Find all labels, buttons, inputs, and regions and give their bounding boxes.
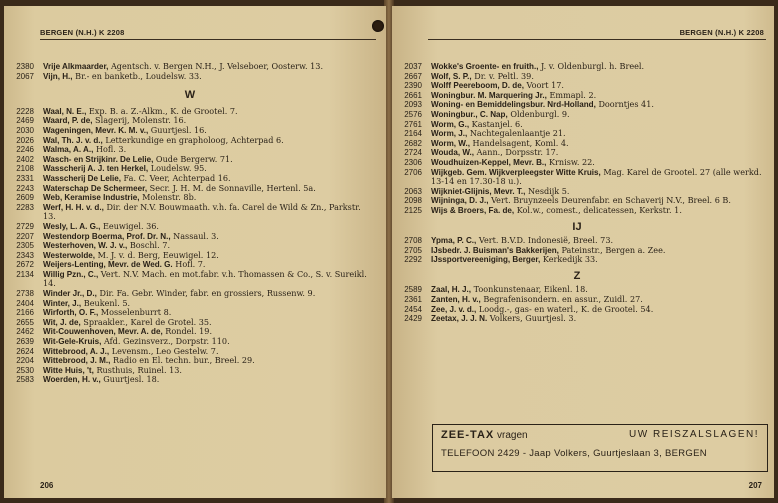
- entry-text: [431, 206, 762, 216]
- phone-code: 2063: [404, 186, 422, 196]
- directory-entry: [4, 270, 376, 289]
- entry-details: Br.- en banketb., Loudelsw. 33.: [72, 70, 202, 81]
- phone-code: 2624: [16, 346, 34, 356]
- entry-name: Zee, J. v. d.,: [431, 304, 477, 314]
- entry-details: Afd. Gezinsverz., Dorpstr. 110.: [101, 336, 230, 347]
- entry-name: Werf, H. H. v. d.,: [43, 202, 104, 212]
- entry-name: Walma, A. A.,: [43, 145, 94, 155]
- binding-hole-left: [372, 20, 384, 32]
- phone-code: 2306: [404, 157, 422, 167]
- phone-code: 2037: [404, 62, 422, 71]
- entry-details: Mag. Karel de Grootel. 27 (alle werkd. 13-14 en 17.30-18 u.).: [431, 166, 762, 187]
- entry-details: Beukenl. 5.: [81, 297, 131, 308]
- section-letter-ij: IJ: [572, 220, 582, 233]
- phone-code: 2164: [404, 129, 422, 139]
- entry-details: Rusthuis, Ruinel. 13.: [93, 364, 182, 375]
- directory-entry: [392, 305, 762, 315]
- entry-name: Willig Pzn., C.,: [43, 269, 99, 279]
- entry-name: Web, Keramise Industrie,: [43, 193, 140, 203]
- right-head-rule: [428, 39, 766, 40]
- ad-contact: TELEFOON 2429 - Jaap Volkers, Guurtjeslaan 3, BERGEN: [441, 448, 707, 459]
- ad-slogan: UW REISZALSLAGEN!: [629, 429, 759, 440]
- ad-headline-rest: vragen: [494, 430, 528, 441]
- entry-name: Wit-Gele-Kruis,: [43, 337, 102, 347]
- entry-text: [43, 72, 376, 82]
- entry-details: Krnisw. 22.: [546, 156, 595, 167]
- phone-code: 2576: [404, 109, 422, 119]
- entry-name: Woudhuizen-Keppel, Mevr. B.,: [431, 157, 547, 167]
- entry-name: IJssportvereeniging, Berger,: [431, 255, 541, 265]
- entry-details: Dir. der N.V. Bouwmaath. v.h. fa. Carel de Wild & Zn., Parkstr. 13.: [43, 201, 361, 222]
- phone-code: 2761: [404, 119, 422, 129]
- entry-details: Vert. Bruynzeels Deurenfabr. en Schaverij N.V., Breel. 6 B.: [488, 195, 731, 206]
- entry-details: Vert. N.V. Mach. en mot.fabr. v.h. Thomassen & Co., S. v. Sureikl. 14.: [43, 268, 367, 289]
- entry-details: Handelsagent, Koml. 4.: [469, 137, 569, 148]
- entry-name: Wittebrood, A. J.,: [43, 346, 110, 356]
- entry-text: [431, 81, 762, 91]
- phone-code: 2390: [404, 81, 422, 91]
- phone-code: 2228: [16, 106, 34, 116]
- entry-name: Vrije Alkmaarder,: [43, 62, 109, 71]
- phone-code: 2706: [404, 167, 422, 177]
- entry-details: Doorntjes 41.: [595, 99, 654, 110]
- phone-code: 2207: [16, 231, 34, 241]
- entry-details: Loodg.-, gas- en waterl., K. de Grootel. 54.: [476, 303, 654, 314]
- entry-text: [431, 100, 762, 110]
- entry-text: [431, 255, 762, 265]
- entry-name: Woningbur., C. Nap,: [431, 109, 508, 119]
- phone-code: 2729: [16, 221, 34, 231]
- directory-entry: [392, 206, 762, 216]
- entry-name: Zanten, H. v.,: [431, 295, 481, 305]
- phone-code: 2166: [16, 308, 34, 318]
- entry-details: Dir. Fa. Gebr. Winder, fabr. en grossiers, Russenw. 9.: [96, 288, 316, 299]
- phone-code: 2530: [16, 365, 34, 375]
- entry-text: [43, 251, 376, 261]
- directory-entry: [392, 139, 762, 149]
- ad-brand: ZEE-TAX: [441, 429, 495, 441]
- directory-entry: [4, 366, 376, 376]
- right-page-number: 207: [748, 481, 762, 490]
- directory-entry: [4, 356, 376, 366]
- directory-entry: [4, 203, 376, 222]
- entry-name: Worm, G.,: [431, 119, 470, 129]
- entry-details: Secr. J. H. M. de Sonnaville, Hertenl. 5a.: [147, 182, 316, 193]
- entry-name: Westerhoven, W. J. v.,: [43, 241, 128, 251]
- section-letter-w: W: [184, 89, 196, 102]
- entry-name: IJsbedr. J. Buisman's Bakkerijen,: [431, 245, 559, 255]
- entry-text: [431, 148, 762, 158]
- phone-code: 2661: [404, 90, 422, 100]
- phone-code: 2655: [16, 317, 34, 327]
- entry-name: Wittebrood, J. M.,: [43, 356, 111, 366]
- entry-name: Woningbur. M. Marquering Jr.,: [431, 90, 547, 100]
- entry-details: Mosselenburrt 8.: [98, 307, 172, 318]
- entry-details: Pateinstr., Bergen a. Zee.: [558, 244, 666, 255]
- entry-name: Weijers-Lenting, Mevr. de Wed. G.: [43, 260, 173, 270]
- entry-text: [43, 184, 376, 194]
- phone-code: 2708: [404, 236, 422, 246]
- entry-details: Voort 17.: [523, 80, 564, 91]
- entry-name: Woerden, H. v.,: [43, 375, 101, 385]
- entry-text: [431, 168, 762, 187]
- entry-name: Wal, Th. J. v. d.,: [43, 135, 103, 145]
- phone-code: 2404: [16, 298, 34, 308]
- entry-details: Nachtegalenlaantje 21.: [467, 128, 566, 139]
- phone-code: 2429: [404, 314, 422, 324]
- entry-details: Kol.w., comest., delicatessen, Kerkstr. 1.: [514, 204, 682, 215]
- entry-details: Begrafenisondern. en assur., Zuidl. 27.: [480, 294, 643, 305]
- entry-name: Wijkniet-Glijnis, Mevr. T.,: [431, 186, 526, 196]
- left-entry-list: [4, 62, 386, 385]
- entry-name: Wijninga, D. J.,: [431, 196, 489, 206]
- phone-code: 2469: [16, 116, 34, 126]
- entry-name: Winter, J.,: [43, 298, 82, 308]
- phone-code: 2093: [404, 100, 422, 110]
- entry-details: Spraakler., Karel de Grotel. 35.: [80, 316, 212, 327]
- entry-details: Hofl. 7.: [172, 259, 206, 270]
- phone-code: 2246: [16, 145, 34, 155]
- entry-details: J. v. Oldenburgl. h. Breel.: [538, 61, 645, 71]
- entry-details: Nesdijk 5.: [525, 185, 570, 196]
- left-page-number: 206: [40, 481, 54, 490]
- entry-name: Wasscherij A. J. ten Herkel,: [43, 164, 149, 174]
- entry-details: Kastanjel. 6.: [469, 118, 523, 129]
- phone-code: 2583: [16, 375, 34, 385]
- directory-entry: [4, 289, 376, 299]
- left-page: [4, 6, 386, 498]
- entry-details: Nassaul. 3.: [170, 230, 219, 241]
- entry-details: Emmapl. 2.: [546, 89, 597, 100]
- entry-name: Zeetax, J. J. N.: [431, 314, 488, 324]
- phone-code: 2343: [16, 250, 34, 260]
- entry-details: Exp. B. a. Z.-Alkm., K. de Grootel. 7.: [86, 105, 238, 116]
- entry-details: Vert. B.V.D. Indonesië, Breel. 73.: [476, 235, 614, 246]
- directory-entry: [4, 375, 376, 385]
- entry-details: Letterkundige en grapholoog, Achterpad 6.: [102, 134, 284, 145]
- entry-details: M. J. v. d. Berg, Eeuwigel. 12.: [95, 249, 219, 260]
- directory-entry: [392, 255, 762, 265]
- entry-details: Levensm., Leo Gestelw. 7.: [109, 345, 219, 356]
- entry-details: Rondel. 19.: [162, 326, 213, 337]
- entry-name: Wit-Couwenhoven, Mevr. A. de,: [43, 327, 163, 337]
- phone-code: 2204: [16, 356, 34, 366]
- entry-details: Boschl. 7.: [127, 240, 171, 251]
- left-running-head: BERGEN (N.H.) K 2208: [40, 28, 125, 37]
- phone-code: 2292: [404, 255, 422, 265]
- entry-text: [43, 232, 376, 242]
- entry-details: Slagerij, Molenstr. 16.: [92, 115, 187, 126]
- entry-details: Kerkedijk 33.: [540, 254, 598, 265]
- entry-name: Westendorp Boerma, Prof. Dr. N.,: [43, 231, 171, 241]
- entry-text: [431, 305, 762, 315]
- entry-details: Guurtjesl. 16.: [148, 124, 207, 135]
- directory-entry: [392, 120, 762, 130]
- entry-name: Wijs & Broers, Fa. de,: [431, 205, 515, 215]
- entry-name: Wasscherij De Lelie,: [43, 173, 121, 183]
- directory-entry: [392, 168, 762, 187]
- entry-details: Fa. C. Veer, Achterpad 16.: [120, 172, 231, 183]
- phone-code: 2609: [16, 193, 34, 203]
- entry-details: Toonkunstenaar, Eikenl. 18.: [471, 284, 588, 295]
- directory-entry: [392, 91, 762, 101]
- phone-code: 2361: [404, 295, 422, 305]
- entry-name: Waard, P. de,: [43, 116, 93, 126]
- phone-code: 2402: [16, 154, 34, 164]
- directory-entry: [4, 299, 376, 309]
- right-entry-list: [392, 62, 774, 324]
- entry-details: Dr. v. Peltl. 39.: [471, 70, 534, 81]
- entry-name: Winder Jr., D.,: [43, 289, 97, 299]
- entry-name: Worm, W.,: [431, 138, 470, 148]
- entry-name: Witte Huis, 't,: [43, 365, 94, 375]
- entry-details: Loudelsw. 95.: [148, 163, 207, 174]
- entry-text: [43, 366, 376, 376]
- entry-name: Vijn, H.,: [43, 71, 73, 81]
- entry-details: Radio en El. techn. bur., Breel. 29.: [110, 355, 255, 366]
- entry-text: [43, 155, 376, 165]
- phone-code: 2454: [404, 304, 422, 314]
- section-letter-z: Z: [573, 269, 581, 282]
- phone-code: 2125: [404, 205, 422, 215]
- entry-name: Wasch- en Strijkinr. De Lelie,: [43, 154, 154, 164]
- phone-code: 2067: [16, 71, 34, 81]
- left-head-rule: [40, 39, 376, 40]
- entry-name: Worm, J.,: [431, 129, 468, 139]
- phone-code: 2380: [16, 62, 34, 71]
- directory-entry: [4, 107, 376, 117]
- entry-text: [43, 116, 376, 126]
- entry-name: Wokke's Groente- en fruith.,: [431, 62, 539, 71]
- directory-entry: [392, 110, 762, 120]
- phone-code: 2283: [16, 202, 34, 212]
- phone-code: 2331: [16, 173, 34, 183]
- phone-code: 2705: [404, 245, 422, 255]
- entry-name: Wijkgeb. Gem. Wijkverpleegster Witte Kruis,: [431, 167, 601, 177]
- phone-code: 2305: [16, 241, 34, 251]
- phone-code: 2030: [16, 125, 34, 135]
- directory-entry: [392, 72, 762, 82]
- entry-details: Molenstr. 8b.: [139, 192, 197, 203]
- zee-tax-advertisement: [432, 424, 768, 472]
- entry-name: Wolf, S. P.,: [431, 71, 472, 81]
- phone-code: 2738: [16, 289, 34, 299]
- ad-headline: [441, 429, 528, 441]
- entry-details: Eeuwigel. 36.: [100, 220, 159, 231]
- directory-entry: [392, 100, 762, 110]
- entry-name: Wolff Peereboom, D. de,: [431, 81, 524, 91]
- entry-name: Wesly, L. A. G.,: [43, 221, 101, 231]
- entry-details: Guurtjesl. 18.: [100, 374, 160, 385]
- entry-details: Hofl. 3.: [93, 144, 127, 155]
- phone-code: 2462: [16, 327, 34, 337]
- entry-name: Wageningen, Mevr. K. M. v.,: [43, 125, 149, 135]
- entry-text: [431, 72, 762, 82]
- directory-entry: [4, 72, 376, 82]
- right-running-head: BERGEN (N.H.) K 2208: [679, 28, 764, 37]
- right-page: [392, 6, 774, 498]
- entry-name: Ypma, P. C.,: [431, 236, 477, 246]
- entry-name: Woning- en Bemiddelingsbur. Nrd-Holland,: [431, 100, 596, 110]
- entry-details: Oude Bergerw. 71.: [153, 153, 233, 164]
- entry-text: [43, 270, 376, 289]
- phone-code: 2589: [404, 285, 422, 295]
- entry-text: [43, 203, 376, 222]
- directory-entry: [392, 62, 762, 72]
- phone-code: 2682: [404, 138, 422, 148]
- entry-details: Oldenburgl. 9.: [507, 108, 570, 119]
- entry-name: Waterschap De Schermeer,: [43, 183, 148, 193]
- phone-code: 2639: [16, 337, 34, 347]
- entry-name: Westerwolde,: [43, 250, 96, 260]
- entry-text: [431, 314, 762, 324]
- directory-entry: [392, 129, 762, 139]
- phone-code: 2667: [404, 71, 422, 81]
- entry-details: Aann., Dorpsstr. 17.: [474, 147, 559, 158]
- entry-name: Zaal, H. J.,: [431, 285, 472, 295]
- entry-text: [43, 299, 376, 309]
- entry-details: Volkers, Guurtjesl. 3.: [487, 313, 577, 324]
- entry-details: Agentsch. v. Bergen N.H., J. Velseboer, Oosterw. 13.: [108, 61, 324, 71]
- phone-code: 2243: [16, 183, 34, 193]
- entry-name: Wit, J. de,: [43, 317, 81, 327]
- phone-code: 2134: [16, 269, 34, 279]
- directory-entry: [4, 232, 376, 242]
- entry-name: Wirforth, O. F.,: [43, 308, 99, 318]
- phone-code: 2672: [16, 260, 34, 270]
- directory-entry: [392, 314, 762, 324]
- entry-text: [43, 375, 376, 385]
- phone-code: 2098: [404, 196, 422, 206]
- phone-code: 2724: [404, 148, 422, 158]
- entry-name: Wouda, W.,: [431, 148, 475, 158]
- phone-code: 2026: [16, 135, 34, 145]
- directory-entry: [4, 136, 376, 146]
- phone-code: 2108: [16, 164, 34, 174]
- entry-name: Waal, N. E.,: [43, 106, 87, 116]
